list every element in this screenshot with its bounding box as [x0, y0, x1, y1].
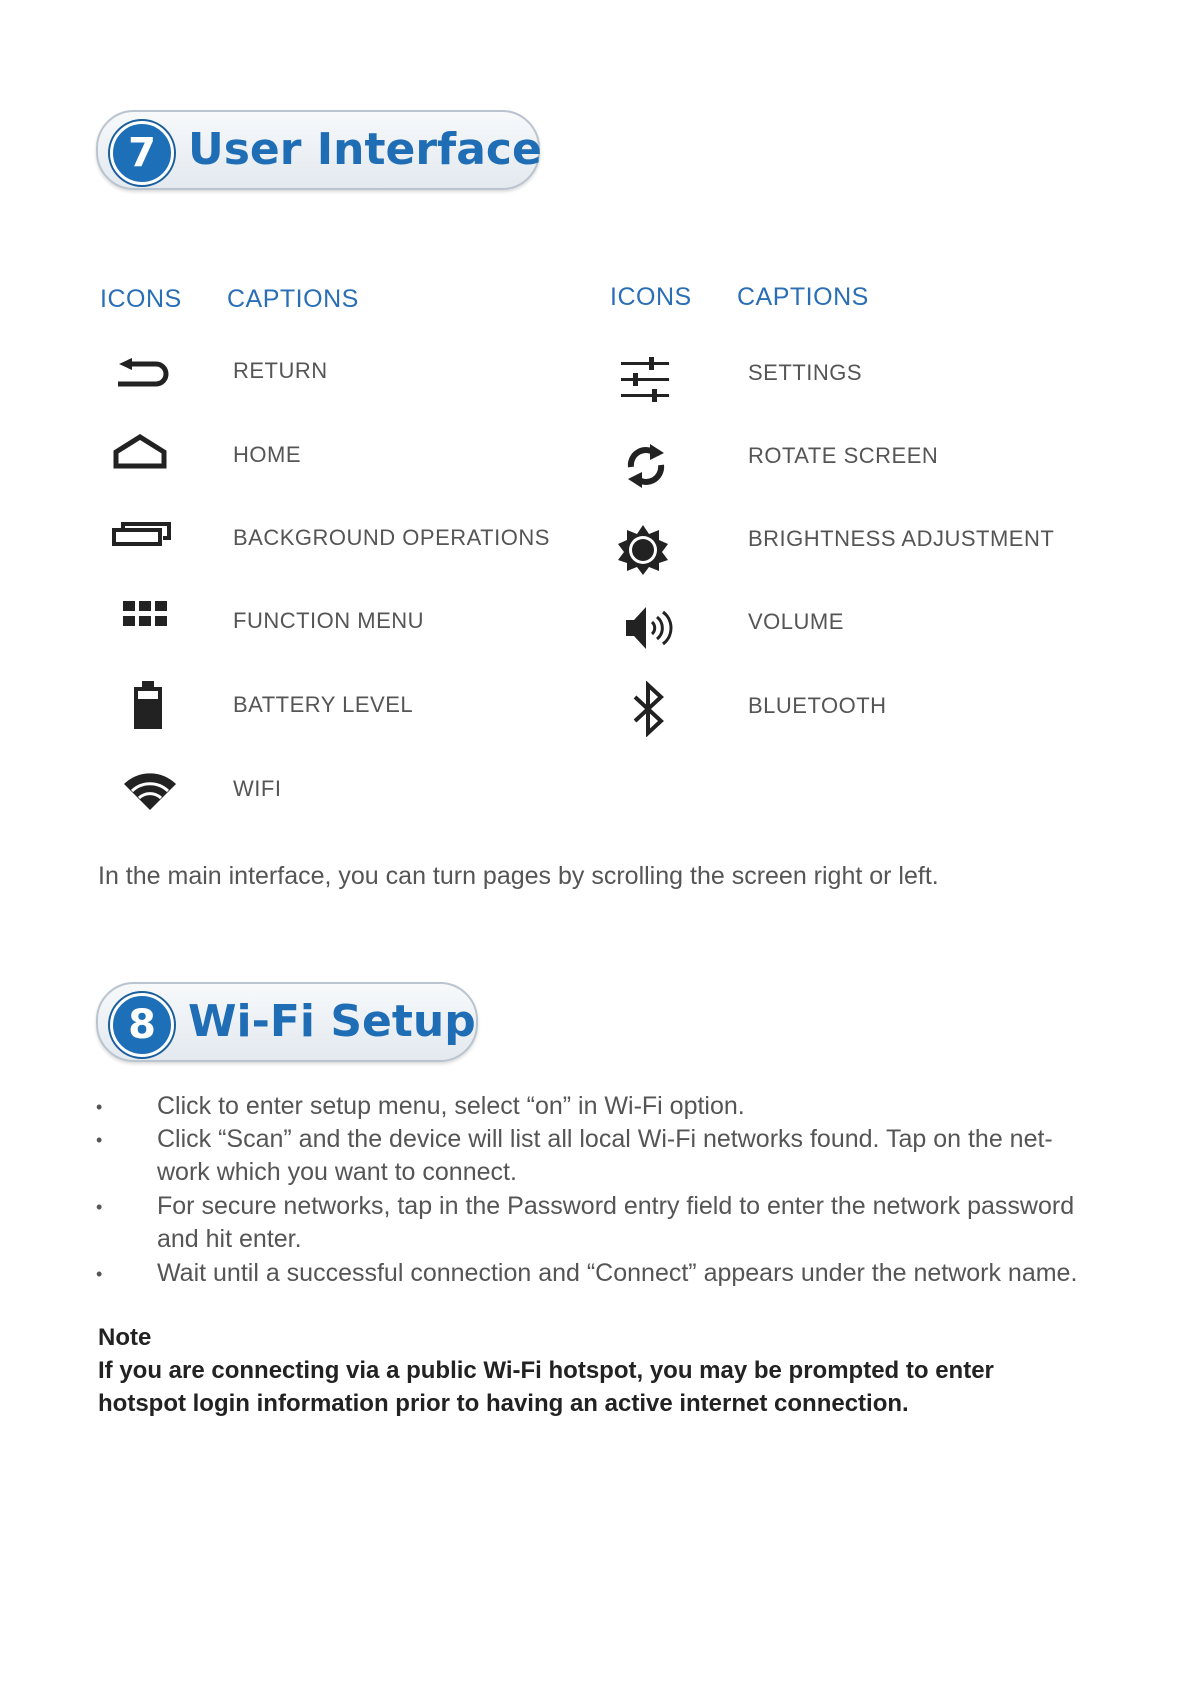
main-interface-paragraph: In the main interface, you can turn pages by scrolling the screen right or left. [98, 862, 939, 890]
bullet-marker: • [96, 1130, 103, 1150]
caption-home: HOME [233, 442, 301, 467]
bullet-marker: • [96, 1264, 103, 1284]
caption-battery-level: BATTERY LEVEL [233, 692, 414, 717]
bullet-item: For secure networks, tap in the Password entry field to enter the network password and hit enter. [157, 1192, 1075, 1253]
caption-background-operations: BACKGROUND OPERATIONS [233, 525, 550, 550]
battery-icon [133, 681, 163, 729]
section-number: 7 [110, 121, 174, 185]
note-label: Note [98, 1324, 152, 1351]
home-icon [111, 432, 169, 470]
volume-icon [624, 603, 674, 653]
brightness-icon [617, 524, 669, 576]
bullet-item: Click to enter setup menu, select “on” in Wi-Fi option. [157, 1092, 745, 1120]
caption-rotate-screen: ROTATE SCREEN [748, 443, 939, 468]
caption-bluetooth: BLUETOOTH [748, 693, 887, 718]
bullet-item: Wait until a successful connection and “Connect” appears under the network name. [157, 1259, 1078, 1287]
caption-settings: SETTINGS [748, 360, 863, 385]
section-8-header [96, 982, 478, 1062]
rotate-icon [623, 441, 669, 491]
section-7-header [96, 110, 540, 190]
bluetooth-icon [632, 681, 666, 737]
bullet-marker: • [96, 1197, 103, 1217]
icons-column-heading: ICONS [100, 285, 182, 313]
settings-icon [621, 356, 669, 404]
bullet-item: Click “Scan” and the device will list all local Wi-Fi networks found. Tap on the net-work which you want to connect. [157, 1125, 1053, 1186]
caption-wifi: WIFI [233, 776, 282, 801]
function-menu-icon [123, 601, 167, 627]
note-text: If you are connecting via a public Wi-Fi hotspot, you may be prompted to enter hotspot login information prior to having an active internet connection. [98, 1357, 994, 1417]
caption-brightness-adjustment: BRIGHTNESS ADJUSTMENT [748, 526, 1055, 551]
section-title: User Interface [188, 124, 542, 175]
return-icon [112, 352, 170, 388]
icons-column-heading-right: ICONS [610, 283, 692, 311]
caption-return: RETURN [233, 358, 328, 383]
section-title: Wi-Fi Setup [188, 996, 476, 1047]
caption-function-menu: FUNCTION MENU [233, 608, 425, 633]
caption-volume: VOLUME [748, 609, 844, 634]
captions-column-heading-right: CAPTIONS [737, 283, 869, 311]
bullet-marker: • [96, 1097, 103, 1117]
captions-column-heading: CAPTIONS [227, 285, 359, 313]
background-operations-icon [111, 520, 173, 548]
wifi-icon [124, 772, 176, 812]
section-number: 8 [110, 993, 174, 1057]
